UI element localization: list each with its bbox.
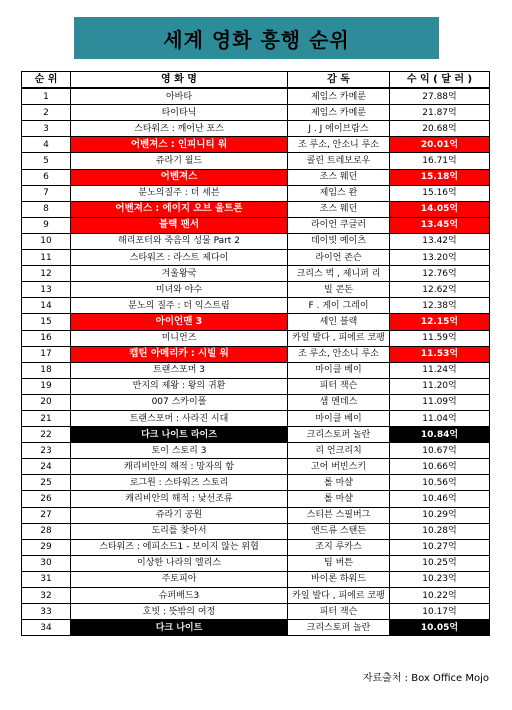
revenue-cell: 12.15억 [390,314,490,330]
director-cell: 크리스 벅 , 제니퍼 리 [288,266,390,282]
title-cell: 다크 나이트 [71,620,288,636]
rank-cell: 26 [22,491,71,507]
title-cell: 스타워즈 : 라스트 제다이 [71,250,288,266]
table-row [22,201,490,217]
director-cell: 셰인 블랙 [288,314,390,330]
rank-cell: 31 [22,571,71,587]
rank-cell: 14 [22,298,71,314]
director-cell: 콜린 트레보로우 [288,153,390,169]
title-cell: 반지의 제왕 : 왕의 귀환 [71,378,288,394]
rank-cell: 3 [22,121,71,137]
director-cell: 팀 버튼 [288,555,390,571]
title-cell: 미녀와 야수 [71,282,288,298]
title-cell: 다크 나이트 라이즈 [71,427,288,443]
rank-cell: 29 [22,539,71,555]
revenue-cell: 27.88억 [390,88,490,105]
rank-cell: 27 [22,507,71,523]
table-row [22,491,490,507]
director-cell: 제임스 완 [288,185,390,201]
title-cell: 토이 스토리 3 [71,443,288,459]
director-cell: 고어 버빈스키 [288,459,390,475]
revenue-cell: 10.27억 [390,539,490,555]
director-cell: 바이론 하워드 [288,571,390,587]
revenue-cell: 20.68억 [390,121,490,137]
revenue-cell: 15.18억 [390,169,490,185]
title-cell: 스타워즈 : 깨어난 포스 [71,121,288,137]
title-cell: 어벤져스 [71,169,288,185]
director-cell: 카일 발다 , 피에르 코팽 [288,330,390,346]
page-title: 세계 영화 흥행 순위 [74,17,439,59]
director-cell: 크리스토퍼 놀란 [288,427,390,443]
rank-cell: 33 [22,604,71,620]
title-cell: 타이타닉 [71,105,288,121]
rank-cell: 9 [22,217,71,233]
revenue-cell: 10.25억 [390,555,490,571]
rank-cell: 24 [22,459,71,475]
table-row [22,137,490,153]
revenue-cell: 11.24억 [390,362,490,378]
revenue-cell: 10.23억 [390,571,490,587]
table-row [22,459,490,475]
table-row [22,330,490,346]
title-cell: 주토피아 [71,571,288,587]
revenue-cell: 10.29억 [390,507,490,523]
director-cell: 조스 웨던 [288,169,390,185]
table-row [22,282,490,298]
director-cell: 롤 마샬 [288,475,390,491]
revenue-cell: 14.05억 [390,201,490,217]
table-row [22,523,490,539]
table-row [22,121,490,137]
title-cell: 007 스카이폴 [71,394,288,410]
revenue-cell: 20.01억 [390,137,490,153]
director-cell: 조스 웨던 [288,201,390,217]
title-cell: 쥬라기 공원 [71,507,288,523]
director-cell: 조 루소, 안소니 루소 [288,346,390,362]
director-cell: 크리스토퍼 놀란 [288,620,390,636]
table-row [22,588,490,604]
table-row [22,539,490,555]
table-row [22,620,490,636]
title-cell: 트랜스포머 : 사라진 시대 [71,410,288,426]
table-row [22,266,490,282]
director-cell: 스티븐 스필버그 [288,507,390,523]
table-row [22,346,490,362]
revenue-cell: 10.05억 [390,620,490,636]
title-cell: 해리포터와 죽음의 성물 Part 2 [71,233,288,249]
director-cell: 피터 잭슨 [288,378,390,394]
director-cell: 마이클 베이 [288,362,390,378]
revenue-cell: 11.04억 [390,410,490,426]
director-cell: 라이언 존슨 [288,250,390,266]
table-row [22,427,490,443]
table-row [22,555,490,571]
header-director: 감 독 [288,72,390,89]
director-cell: 카일 발다 , 피에르 코팽 [288,588,390,604]
box-office-ranking-table [21,71,490,636]
director-cell: 리 언크리치 [288,443,390,459]
director-cell: 앤드류 스탠든 [288,523,390,539]
revenue-cell: 16.71억 [390,153,490,169]
table-row [22,169,490,185]
director-cell: 피터 잭슨 [288,604,390,620]
title-cell: 캐리비안의 해적 : 망자의 함 [71,459,288,475]
title-cell: 분노의 질주 : 더 익스트림 [71,298,288,314]
revenue-cell: 11.59억 [390,330,490,346]
rank-cell: 5 [22,153,71,169]
table-body [22,88,490,636]
title-cell: 미니언즈 [71,330,288,346]
table-row [22,571,490,587]
rank-cell: 16 [22,330,71,346]
table-row [22,88,490,105]
table-row [22,394,490,410]
title-cell: 아이언맨 3 [71,314,288,330]
table-row [22,362,490,378]
revenue-cell: 10.67억 [390,443,490,459]
revenue-cell: 10.56억 [390,475,490,491]
revenue-cell: 10.66억 [390,459,490,475]
director-cell: J . J 에이브람스 [288,121,390,137]
rank-cell: 10 [22,233,71,249]
rank-cell: 19 [22,378,71,394]
rank-cell: 28 [22,523,71,539]
director-cell: 데이빗 예이츠 [288,233,390,249]
table-row [22,298,490,314]
rank-cell: 21 [22,410,71,426]
table-row [22,604,490,620]
rank-cell: 22 [22,427,71,443]
title-cell: 도리를 찾아서 [71,523,288,539]
rank-cell: 8 [22,201,71,217]
revenue-cell: 10.84억 [390,427,490,443]
revenue-cell: 12.62억 [390,282,490,298]
title-cell: 아바타 [71,88,288,105]
table-row [22,153,490,169]
title-cell: 블랙 팬서 [71,217,288,233]
revenue-cell: 13.42억 [390,233,490,249]
director-cell: F . 게이 그레이 [288,298,390,314]
revenue-cell: 11.09억 [390,394,490,410]
title-cell: 분노의질주 : 더 세븐 [71,185,288,201]
rank-cell: 12 [22,266,71,282]
rank-cell: 32 [22,588,71,604]
table-row [22,507,490,523]
title-cell: 스타워즈 : 에피소드1 - 보이지 않는 위협 [71,539,288,555]
revenue-cell: 10.17억 [390,604,490,620]
title-cell: 호빗 : 뜻밖의 여정 [71,604,288,620]
rank-cell: 7 [22,185,71,201]
director-cell: 빌 콘돈 [288,282,390,298]
title-cell: 로그원 : 스타워즈 스토리 [71,475,288,491]
rank-cell: 1 [22,88,71,105]
rank-cell: 18 [22,362,71,378]
table-header-row [22,72,490,89]
director-cell: 롤 마샬 [288,491,390,507]
table-row [22,475,490,491]
title-cell: 겨울왕국 [71,266,288,282]
title-cell: 트랜스포머 3 [71,362,288,378]
title-cell: 어벤져스 : 인피니티 워 [71,137,288,153]
rank-cell: 2 [22,105,71,121]
rank-cell: 20 [22,394,71,410]
rank-cell: 23 [22,443,71,459]
table-row [22,217,490,233]
title-cell: 어벤져스 : 에이지 오브 울트론 [71,201,288,217]
title-cell: 이상한 나라의 엘리스 [71,555,288,571]
revenue-cell: 10.46억 [390,491,490,507]
header-revenue: 수 익 ( 달 러 ) [390,72,490,89]
table-row [22,378,490,394]
director-cell: 샘 멘데스 [288,394,390,410]
rank-cell: 15 [22,314,71,330]
table-row [22,105,490,121]
table-row [22,185,490,201]
revenue-cell: 11.20억 [390,378,490,394]
revenue-cell: 15.16억 [390,185,490,201]
rank-cell: 30 [22,555,71,571]
director-cell: 조지 루카스 [288,539,390,555]
revenue-cell: 12.38억 [390,298,490,314]
director-cell: 제임스 카메룬 [288,88,390,105]
header-rank: 순 위 [22,72,71,89]
director-cell: 제임스 카메룬 [288,105,390,121]
revenue-cell: 10.28억 [390,523,490,539]
rank-cell: 11 [22,250,71,266]
revenue-cell: 21.87억 [390,105,490,121]
revenue-cell: 12.76억 [390,266,490,282]
table-row [22,410,490,426]
title-cell: 쥬라기 월드 [71,153,288,169]
rank-cell: 34 [22,620,71,636]
revenue-cell: 13.45억 [390,217,490,233]
title-cell: 슈퍼배드3 [71,588,288,604]
rank-cell: 13 [22,282,71,298]
director-cell: 마이클 베이 [288,410,390,426]
header-title: 영 화 명 [71,72,288,89]
revenue-cell: 11.53억 [390,346,490,362]
title-cell: 캐리비안의 해적 : 낯선조류 [71,491,288,507]
revenue-cell: 10.22억 [390,588,490,604]
rank-cell: 25 [22,475,71,491]
table-row [22,314,490,330]
source-note: 자료출처 : Box Office Mojo [362,673,489,684]
rank-cell: 17 [22,346,71,362]
table-row [22,250,490,266]
rank-cell: 6 [22,169,71,185]
title-cell: 캡틴 아메리카 : 시빌 워 [71,346,288,362]
director-cell: 조 루소, 안소니 루소 [288,137,390,153]
rank-cell: 4 [22,137,71,153]
table-row [22,443,490,459]
revenue-cell: 13.20억 [390,250,490,266]
table-row [22,233,490,249]
director-cell: 라이언 쿠글러 [288,217,390,233]
